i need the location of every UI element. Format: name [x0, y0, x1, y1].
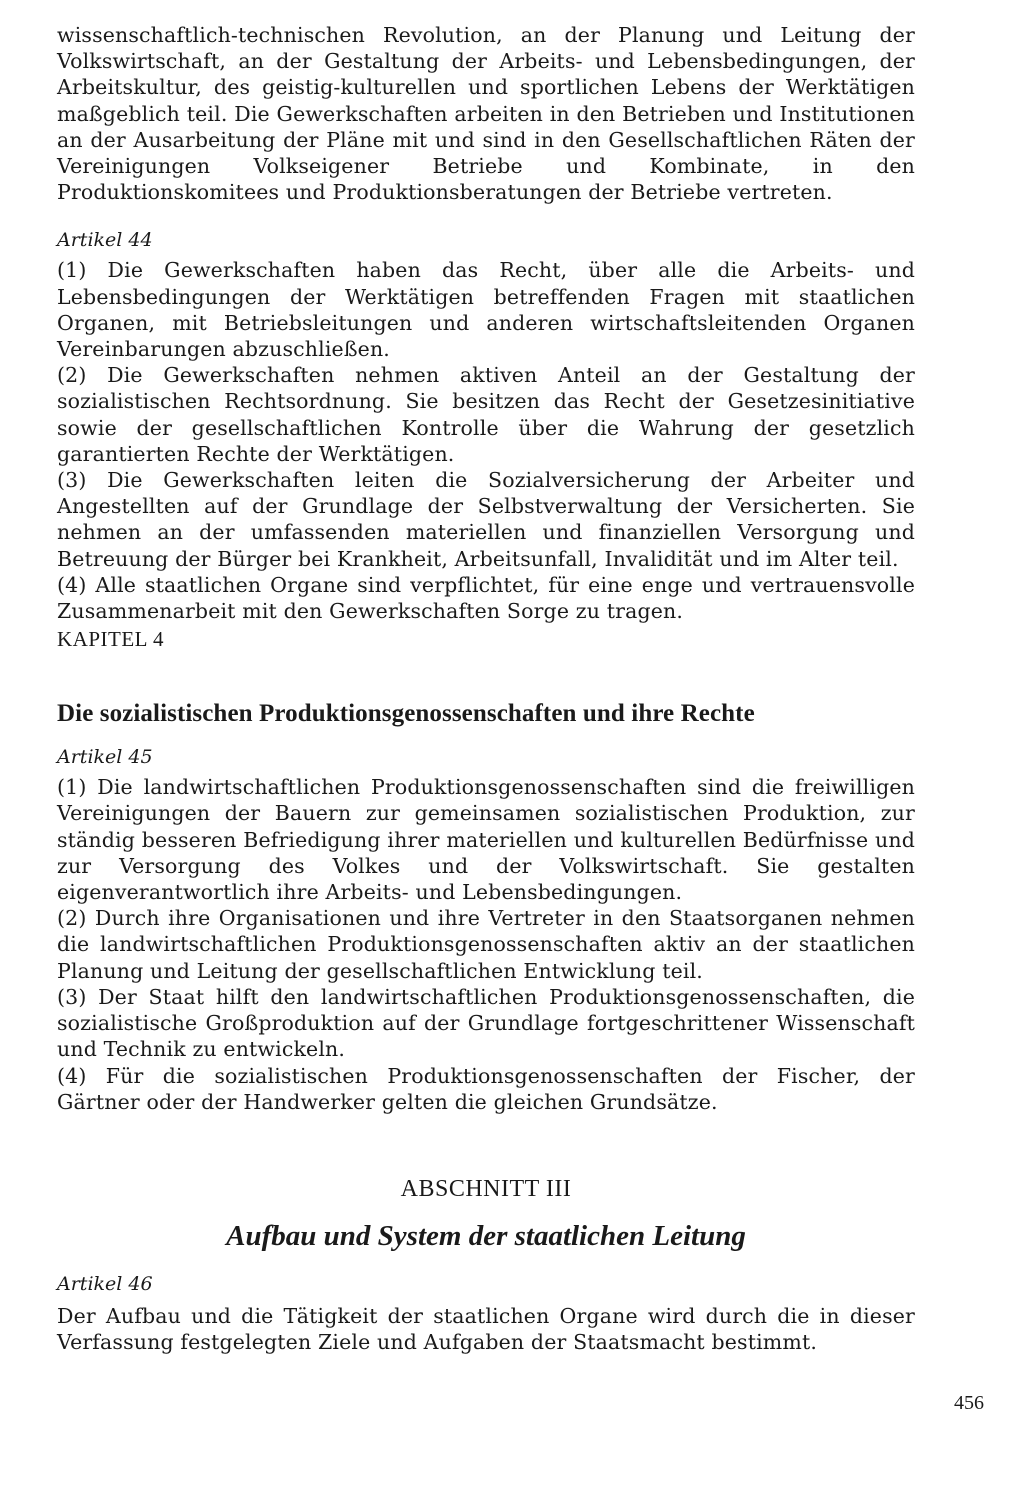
- article-45-heading: Artikel 45: [57, 746, 153, 769]
- article-44-paragraph-2: (2) Die Gewerkschaften nehmen aktiven Anteil an der Gestaltung der sozialistischen Rechtsordnung. Sie besitzen das Recht der Gesetzesinitiative sowie der gesellschaftlichen Kontrolle über die Wahrung der gesetzlich garantierten Rechte der Werktätigen.: [57, 363, 915, 466]
- document-page: [57, 22, 915, 1355]
- article-44-heading: Artikel 44: [57, 229, 153, 252]
- intro-paragraph: wissenschaftlich-technischen Revolution, an der Planung und Leitung der Volkswirtschaft, an der Gestaltung der Arbeits- und Lebensbedingungen, der Arbeitskultur, des geistig-kulturellen und sportlichen Lebens der Werktätigen maßgeblich teil. Die Gewerkschaften arbeiten in den Betrieben und Institutionen an der Ausarbeitung der Pläne mit und sind in den Gesellschaftlichen Räten der Vereinigungen Volkseigener Betriebe und Kombinate, in den Produktionskomitees und Produktionsberatungen der Betriebe vertreten.: [57, 23, 915, 205]
- article-46-body: [57, 1303, 915, 1355]
- article-45-paragraph-3: (3) Der Staat hilft den landwirtschaftlichen Produktionsgenossenschaften, die sozialistische Großproduktion auf der Grundlage fortgeschrittener Wissenschaft und Technik zu entwickeln.: [57, 984, 915, 1062]
- article-44-body: [57, 257, 915, 624]
- section-3-label: ABSCHNITT III: [400, 1175, 572, 1202]
- article-46-paragraph-1: Der Aufbau und die Tätigkeit der staatlichen Organe wird durch die in dieser Verfassung festgelegten Ziele und Aufgaben der Staatsmacht bestimmt.: [57, 1303, 915, 1355]
- chapter-4-label: KAPITEL 4: [57, 627, 164, 652]
- article-45-paragraph-1: (1) Die landwirtschaftlichen Produktionsgenossenschaften sind die freiwilligen Vereinigungen der Bauern zur gemeinsamen sozialistischen Produktion, zur ständig besseren Befriedigung ihrer materiellen und kulturellen Bedürfnisse und zur Versorgung des Volkes und der Volkswirtschaft. Sie gestalten eigenverantwortlich ihre Arbeits- und Lebensbedingungen.: [57, 775, 915, 905]
- article-46-heading: Artikel 46: [57, 1272, 153, 1295]
- article-45-body: [57, 774, 915, 1115]
- article-45-paragraph-4: (4) Für die sozialistischen Produktionsgenossenschaften der Fischer, der Gärtner oder der Handwerker gelten die gleichen Grundsätze.: [57, 1063, 915, 1114]
- chapter-4-title: Die sozialistischen Produktionsgenossenschaften und ihre Rechte: [57, 700, 755, 728]
- page-number: 456: [954, 1392, 984, 1414]
- article-44-paragraph-1: (1) Die Gewerkschaften haben das Recht, über alle die Arbeits- und Lebensbedingungen der Werktätigen betreffenden Fragen mit staatlichen Organen, mit Betriebsleitungen und anderen wirtschaftsleitenden Organen Vereinbarungen abzuschließen.: [57, 258, 915, 362]
- article-44-paragraph-3: (3) Die Gewerkschaften leiten die Sozialversicherung der Arbeiter und Angestellten auf der Grundlage der Selbstverwaltung der Versicherten. Sie nehmen an der umfassenden materiellen und finanziellen Versorgung und Betreuung der Bürger bei Krankheit, Arbeitsunfall, Invalidität und im Alter teil.: [57, 468, 915, 571]
- article-45-paragraph-2: (2) Durch ihre Organisationen und ihre Vertreter in den Staatsorganen nehmen die landwirtschaftlichen Produktionsgenossenschaften aktiv an der staatlichen Planung und Leitung der gesellschaftlichen Entwicklung teil.: [57, 906, 915, 983]
- section-3-title: Aufbau und System der staatlichen Leitung: [226, 1219, 746, 1252]
- article-44-paragraph-4: (4) Alle staatlichen Organe sind verpflichtet, für eine enge und vertrauensvolle Zusammenarbeit mit den Gewerkschaften Sorge zu tragen.: [57, 572, 915, 624]
